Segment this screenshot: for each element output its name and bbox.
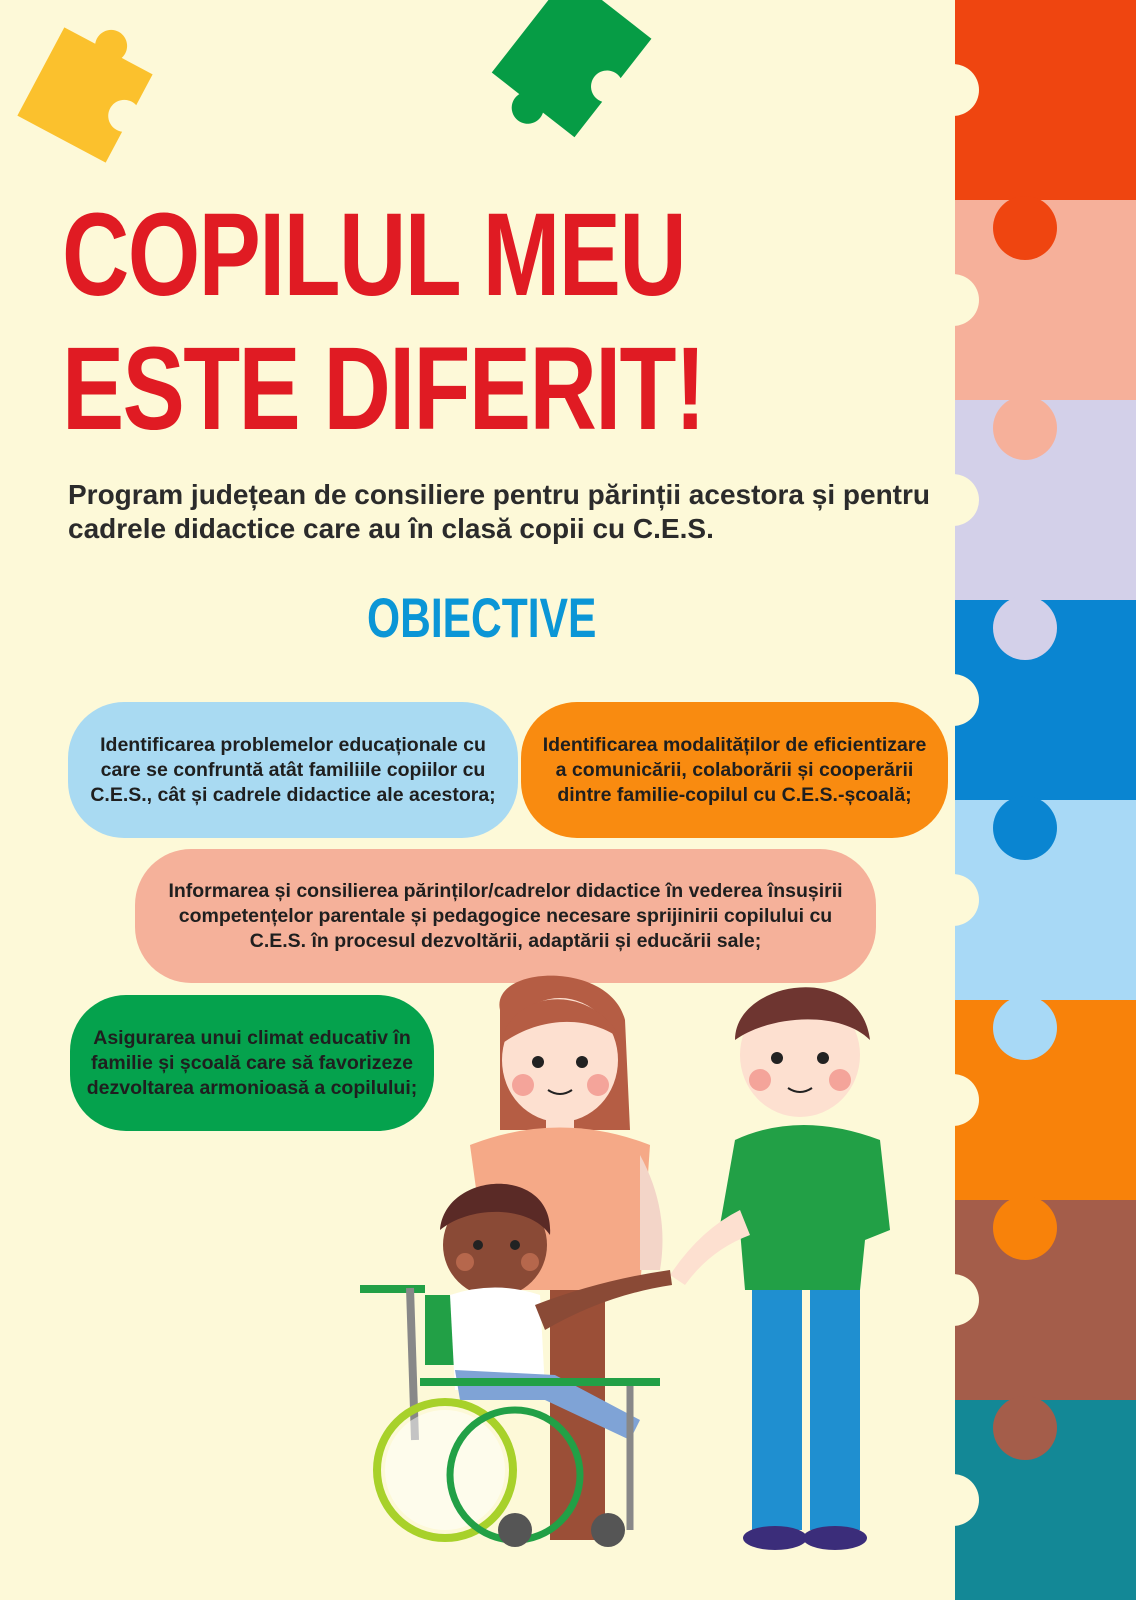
objective-text: Identificarea modalităților de eficientizare a comunicării, colaborării și cooperării dintre familie-copilul cu C.E.S.-școală; xyxy=(542,733,927,806)
objectives-heading: OBIECTIVE xyxy=(367,586,597,649)
objective-bubble xyxy=(135,849,876,983)
title-line-1: COPILUL MEU xyxy=(62,189,686,321)
title-line-2: ESTE DIFERIT! xyxy=(62,323,705,455)
objective-text: Asigurarea unui climat educativ în familie și școală care să favorizeze dezvoltarea armonioasă a copilului; xyxy=(86,1026,418,1099)
objective-text: Identificarea problemelor educaționale cu care se confruntă atât familiile copiilor cu C.E.S., cât și cadrele didactice ale acestora; xyxy=(90,733,496,806)
objective-bubble xyxy=(521,702,948,838)
green-puzzle-piece-icon xyxy=(470,0,660,150)
objective-text: Informarea și consilierea părinților/cadrelor didactice în vederea însușirii competențelor parentale și pedagogice necesare sprijinirii copilului cu C.E.S. în procesul dezvoltării, adaptării și educării sale; xyxy=(168,879,843,952)
yellow-puzzle-piece-icon xyxy=(0,0,170,180)
boy-figure xyxy=(670,987,890,1550)
puzzle-column-decoration xyxy=(955,0,1136,1600)
objective-bubble xyxy=(68,702,518,838)
family-illustration xyxy=(340,970,940,1600)
program-subtitle: Program județean de consiliere pentru părinții acestora și pentru cadrele didactice care au în clasă copii cu C.E.S. xyxy=(68,479,930,544)
